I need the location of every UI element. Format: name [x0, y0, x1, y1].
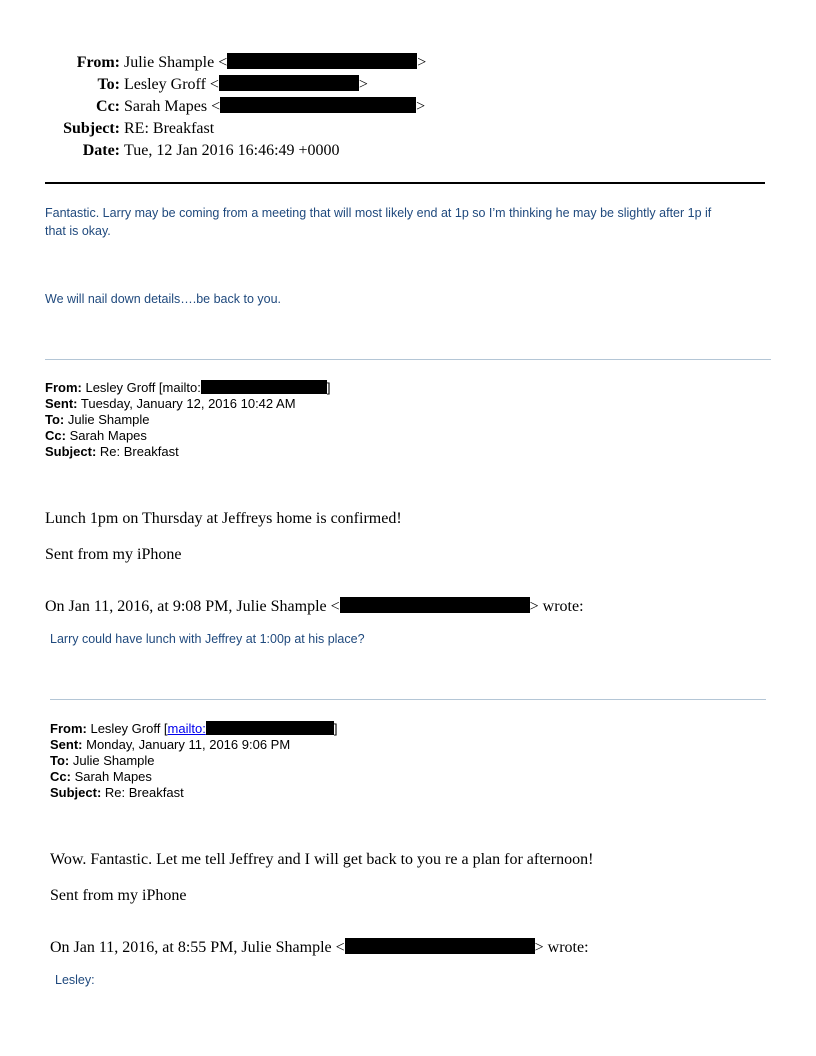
reply-cc-value: Sarah Mapes — [69, 428, 147, 443]
reply-signature: Sent from my iPhone — [45, 546, 182, 563]
reply-sent-label: Sent: — [50, 737, 83, 752]
reply-to-value: Julie Shample — [67, 412, 150, 427]
reply-to-value: Julie Shample — [72, 753, 155, 768]
reply-from-close: ] — [333, 721, 338, 736]
reply-subject-label: Subject: — [45, 444, 97, 459]
quoted-text: Larry could have lunch with Jeffrey at 1:00p at his place? — [50, 632, 365, 646]
quoted-text: Lesley: — [55, 973, 95, 987]
quote-end: > wrote: — [529, 598, 584, 615]
reply-body-line: Wow. Fantastic. Let me tell Jeffrey and I will get back to you re a plan for afternoon! — [50, 851, 594, 868]
header-to-close: > — [358, 76, 368, 93]
reply-divider — [50, 699, 766, 700]
header-date-label: Date: — [82, 142, 120, 159]
reply-body-line: Lunch 1pm on Thursday at Jeffreys home is confirmed! — [45, 510, 402, 527]
reply-sent-label: Sent: — [45, 396, 78, 411]
header-subject-label: Subject: — [63, 120, 120, 137]
reply-from-close: ] — [326, 380, 331, 395]
reply-from-value: Lesley Groff [mailto: — [85, 380, 201, 395]
redaction-box — [201, 380, 327, 394]
redaction-box — [220, 97, 416, 113]
reply-cc-value: Sarah Mapes — [74, 769, 152, 784]
reply-subject-value: Re: Breakfast — [104, 785, 184, 800]
reply-sent-value: Monday, January 11, 2016 9:06 PM — [86, 737, 291, 752]
reply-divider — [45, 359, 771, 360]
reply-to-label: To: — [45, 412, 65, 427]
quote-intro-line — [50, 938, 589, 958]
redaction-box — [340, 597, 530, 613]
reply-subject-value: Re: Breakfast — [99, 444, 179, 459]
reply-cc-label: Cc: — [45, 428, 66, 443]
redaction-box — [206, 721, 334, 735]
reply-metadata — [45, 380, 330, 460]
header-to-label: To: — [97, 76, 120, 93]
mailto-link[interactable]: mailto: — [167, 721, 206, 736]
reply-subject-label: Subject: — [50, 785, 102, 800]
reply-signature: Sent from my iPhone — [50, 887, 187, 904]
header-cc-close: > — [416, 98, 426, 115]
message-line: Fantastic. Larry may be coming from a meeting that will most likely end at 1p so I’m thinking he may be slightly after 1p if — [45, 206, 712, 220]
quote-intro-line — [45, 597, 584, 617]
reply-from-label: From: — [50, 721, 87, 736]
reply-sent-value: Tuesday, January 12, 2016 10:42 AM — [80, 396, 296, 411]
reply-to-label: To: — [50, 753, 70, 768]
header-from-value: Julie Shample < — [124, 54, 228, 71]
header-to-value: Lesley Groff < — [124, 76, 219, 93]
message-line: that is okay. — [45, 224, 111, 238]
header-date-value: Tue, 12 Jan 2016 16:46:49 +0000 — [124, 142, 340, 159]
redaction-box — [227, 53, 417, 69]
header-divider — [45, 182, 765, 184]
header-cc-value: Sarah Mapes < — [124, 98, 221, 115]
header-cc-label: Cc: — [96, 98, 120, 115]
reply-from-label: From: — [45, 380, 82, 395]
reply-from-value: Lesley Groff [ — [90, 721, 168, 736]
quote-intro: On Jan 11, 2016, at 8:55 PM, Julie Shample < — [50, 939, 345, 956]
reply-metadata — [50, 721, 337, 801]
redaction-box — [345, 938, 535, 954]
reply-cc-label: Cc: — [50, 769, 71, 784]
message-line: We will nail down details….be back to you. — [45, 292, 281, 306]
header-from-close: > — [417, 54, 427, 71]
message-body — [45, 204, 775, 240]
quote-end: > wrote: — [534, 939, 589, 956]
header-subject-value: RE: Breakfast — [124, 120, 215, 137]
redaction-box — [219, 75, 359, 91]
header-from-label: From: — [76, 54, 120, 71]
quote-intro: On Jan 11, 2016, at 9:08 PM, Julie Shample < — [45, 598, 340, 615]
